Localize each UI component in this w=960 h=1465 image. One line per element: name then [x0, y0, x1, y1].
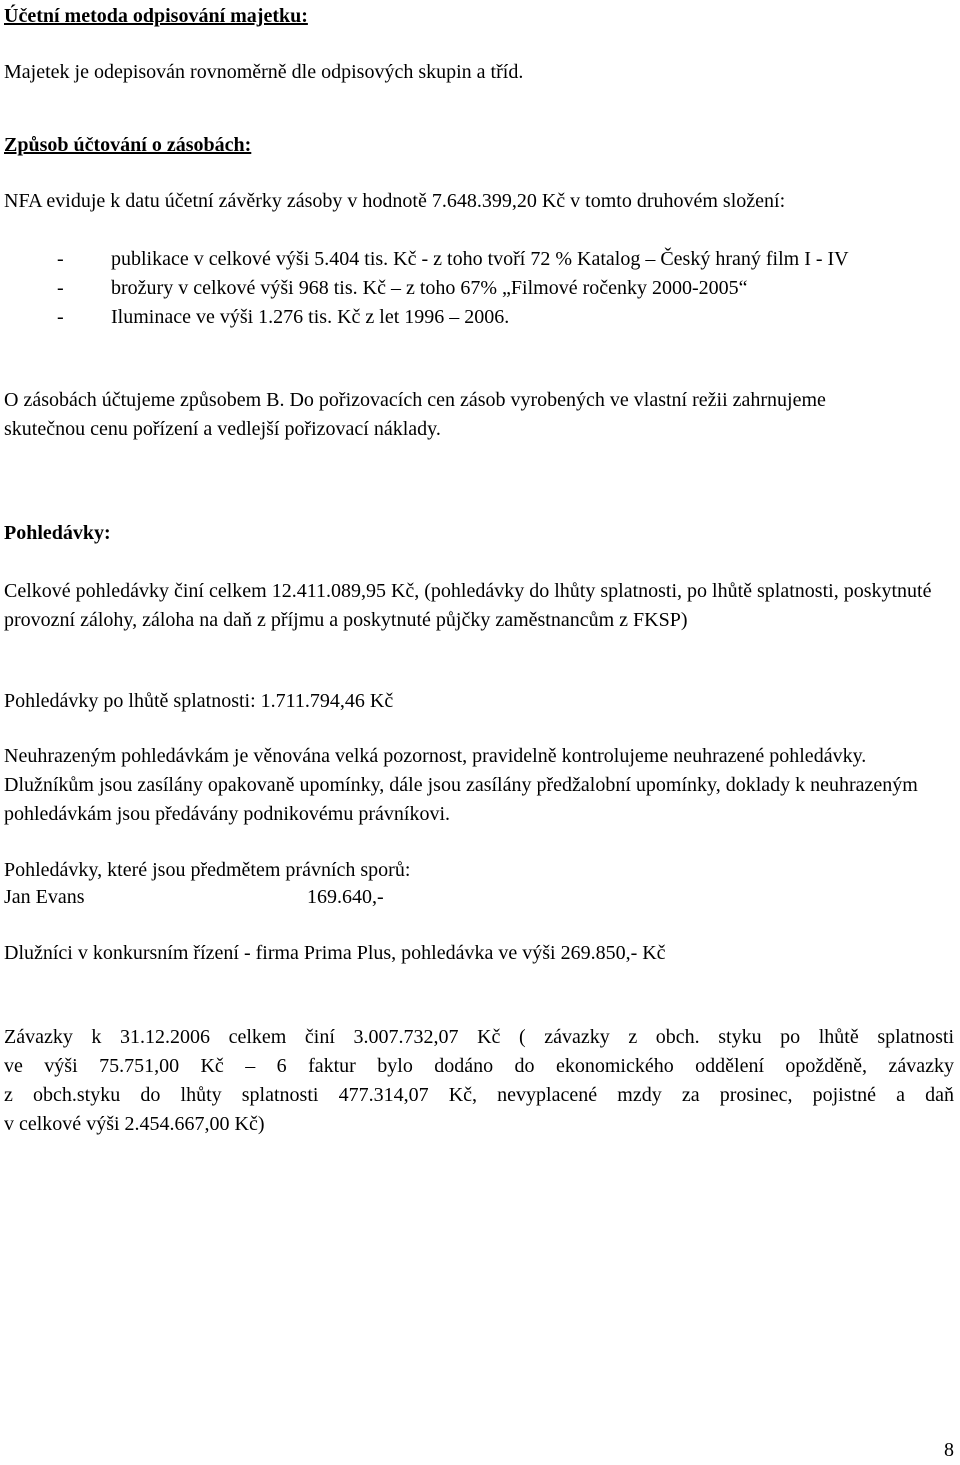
list-item-text: brožury v celkové výši 968 tis. Kč – z toho 67% „Filmové ročenky 2000-2005“	[111, 277, 748, 299]
inventory-intro: NFA eviduje k datu účetní závěrky zásoby v hodnotě 7.648.399,20 Kč v tomto druhovém složení:	[4, 190, 786, 212]
liabilities-line: v celkové výši 2.454.667,00 Kč)	[4, 1113, 265, 1135]
bankruptcy-debtors: Dlužníci v konkursním řízení - firma Prima Plus, pohledávka ve výši 269.850,- Kč	[4, 942, 666, 964]
receivables-overdue: Pohledávky po lhůtě splatnosti: 1.711.794,46 Kč	[4, 690, 394, 712]
inventory-heading: Způsob účtování o zásobách:	[4, 134, 252, 156]
list-item: - brožury v celkové výši 968 tis. Kč – z toho 67% „Filmové ročenky 2000-2005“	[57, 277, 748, 299]
inventory-items	[4, 245, 949, 332]
dispute-row	[4, 883, 954, 912]
receivables-total: Celkové pohledávky činí celkem 12.411.089,95 Kč, (pohledávky do lhůty splatnosti, po lhůtě splatnosti, poskytnuté provozní zálohy, záloha na daň z příjmu a poskytnuté půjčky zaměstnancům z FKSP)	[4, 580, 932, 631]
page-number: 8	[944, 1439, 954, 1461]
liabilities-line: z obch.styku do lhůty splatnosti 477.314,07 Kč, nevyplacené mzdy za prosinec, pojistné a daň	[4, 1084, 954, 1106]
dispute-amount: 169.640,-	[307, 886, 384, 908]
depreciation-text: Majetek je odepisován rovnoměrně dle odpisových skupin a tříd.	[4, 61, 524, 83]
liabilities-paragraph	[4, 1023, 954, 1139]
receivables-heading: Pohledávky:	[4, 522, 111, 544]
dispute-name: Jan Evans	[4, 886, 85, 908]
list-item: - publikace v celkové výši 5.404 tis. Kč - z toho tvoří 72 % Katalog – Český hraný film I - IV	[57, 248, 849, 270]
inventory-note: O zásobách účtujeme způsobem B. Do pořizovacích cen zásob vyrobených ve vlastní režii zahrnujeme skutečnou cenu pořízení a vedlejší pořizovací náklady.	[4, 389, 826, 440]
disputes-label: Pohledávky, které jsou předmětem právních sporů:	[4, 859, 411, 881]
liabilities-line: Závazky k 31.12.2006 celkem činí 3.007.732,07 Kč ( závazky z obch. styku po lhůtě splatnosti	[4, 1026, 954, 1048]
depreciation-heading: Účetní metoda odpisování majetku:	[4, 5, 308, 27]
list-item-text: Iluminace ve výši 1.276 tis. Kč z let 1996 – 2006.	[111, 306, 510, 328]
liabilities-line: ve výši 75.751,00 Kč – 6 faktur bylo dodáno do ekonomického oddělení opožděně, závazky	[4, 1055, 954, 1077]
list-item: - Iluminace ve výši 1.276 tis. Kč z let 1996 – 2006.	[57, 306, 510, 328]
list-item-text: publikace v celkové výši 5.404 tis. Kč - z toho tvoří 72 % Katalog – Český hraný film I - IV	[111, 248, 849, 270]
receivables-attention: Neuhrazeným pohledávkám je věnována velká pozornost, pravidelně kontrolujeme neuhrazené pohledávky. Dlužníkům jsou zasílány opakovaně upomínky, dále jsou zasílány předžalobní upomínky, doklady k neuhrazeným pohledávkám jsou předávány podnikovému právníkovi.	[4, 745, 918, 825]
